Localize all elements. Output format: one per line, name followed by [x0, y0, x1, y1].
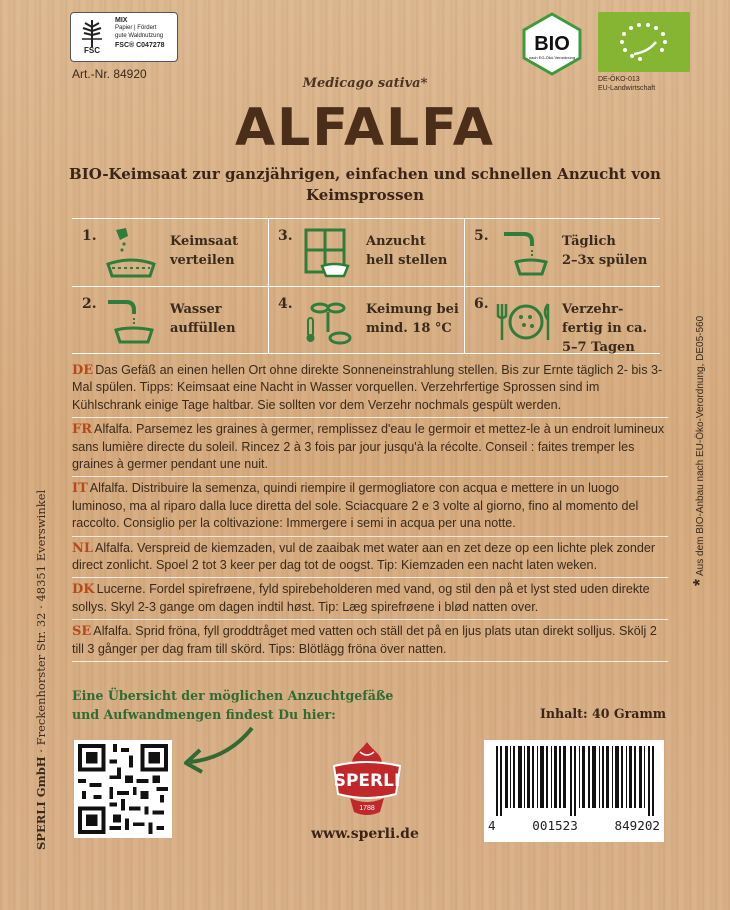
lang-dk	[72, 581, 668, 616]
footnote-star: *	[690, 578, 710, 586]
barcode-digit-left: 001523	[532, 818, 578, 833]
step-number: 5.	[474, 228, 489, 244]
barcode-digit-right: 849202	[614, 818, 660, 833]
qr-code[interactable]	[74, 740, 172, 838]
fsc-label: FSC	[84, 46, 100, 55]
sperli-logo	[322, 736, 412, 822]
instruction-steps	[72, 218, 660, 354]
step-text: Wasser auffüllen	[170, 302, 236, 336]
fsc-line2: gute Waldnutzung	[115, 32, 164, 39]
qr-hint-text: Eine Übersicht der möglichen Anzuchtgefäße und Aufwandmengen findest Du hier:	[72, 688, 394, 722]
bio-seal-label: BIO	[534, 33, 570, 55]
lang-divider	[72, 417, 668, 418]
fsc-text	[115, 17, 177, 50]
language-instructions	[72, 362, 668, 665]
step-4	[268, 286, 464, 354]
barcode-digits	[488, 818, 660, 833]
step-text: Täglich 2–3x spülen	[562, 234, 648, 268]
lang-code: FR	[72, 422, 93, 438]
sperli-year: 1788	[359, 805, 375, 812]
step-2	[72, 286, 268, 354]
step-6	[464, 286, 660, 354]
step-number: 6.	[474, 296, 489, 312]
lang-text: Alfalfa. Parsemez les graines à germer, remplissez d'eau le germoir et mettez-le à un endroit lumineux sans lumière directe du soleil. Rincez 2 à 3 fois par jour jusqu'à la récolte. Conseil : faites tremper les graines à germer pendant une nuit.	[72, 422, 665, 472]
bio-seal-icon	[520, 12, 584, 76]
step-3	[268, 218, 464, 286]
step-number: 3.	[278, 228, 293, 244]
footnote-text: Aus dem BIO-Anbau nach EU-Öko-Verordnung, DE05-560	[695, 315, 706, 576]
step-text: Keimsaat verteilen	[170, 234, 239, 268]
eu-organic-leaf-icon	[598, 12, 690, 72]
sender-company: SPERLI GmbH	[34, 756, 48, 850]
article-number: Art.-Nr. 84920	[72, 67, 147, 81]
sperli-wordmark: SPERLI	[333, 771, 401, 791]
barcode-digit-lead: 4	[488, 818, 496, 833]
rinse-tap-icon	[494, 224, 552, 282]
lang-divider	[72, 661, 668, 662]
lang-se	[72, 623, 668, 658]
arrow-icon	[178, 724, 258, 774]
package-content: Inhalt: 40 Gramm	[540, 706, 667, 721]
bio-seal-sub: nach EG-Öko-Verordnung	[528, 55, 576, 60]
sender-street: · Freckenhorster Str. 32 · 48351 Everswinkel	[34, 489, 48, 757]
fsc-label-box	[70, 12, 178, 62]
product-title: ALFALFA	[234, 98, 496, 158]
eu-code-line1: DE-ÖKO-013	[598, 76, 640, 83]
lang-it	[72, 480, 668, 532]
lang-nl	[72, 540, 668, 575]
website-link[interactable]: www.sperli.de	[311, 826, 419, 842]
lang-text: Alfalfa. Distribuire la semenza, quindi riempire il germogliatore con acqua e mettere in un luogo luminoso, ma al riparo dalla luce diretta del sole. Sciacquare 2 e 3 volte al giorno, fino al momento del raccolto. Consiglio per la coltivazione: Immergere i semi in acqua per una notte.	[72, 481, 639, 531]
latin-name: Medicago sativa*	[302, 76, 428, 91]
fsc-line1: Papier | Fördert	[115, 25, 157, 32]
lang-text: Alfalfa. Verspreid de kiemzaden, vul de zaaibak met water aan en zet deze op een lichte plek zonder direct zonlicht. Spoel 2 tot 3 keer per dag tot de oogst. Tip: Kiemzaden een nacht laten weken.	[72, 540, 656, 573]
step-number: 1.	[82, 228, 97, 244]
lang-code: DK	[72, 582, 95, 598]
barcode	[484, 740, 664, 842]
fsc-mix: MIX	[115, 17, 128, 24]
step-number: 2.	[82, 296, 97, 312]
sprout-thermometer-icon	[298, 292, 356, 350]
lang-divider	[72, 577, 668, 578]
step-text: Verzehr- fertig in ca. 5–7 Tagen	[562, 302, 648, 355]
lang-divider	[72, 476, 668, 477]
lang-code: IT	[72, 481, 88, 497]
lang-de	[72, 362, 668, 414]
lang-text: Das Gefäß an einen hellen Ort ohne direkte Sonneneinstrahlung stellen. Bis zur Ernte täglich 2- bis 3-Mal spülen. Tipps: Keimsaat eine Nacht in Wasser vorquellen. Verzehrfertige Sprossen sind im Kühlschrank einige Tage haltbar. Sie sollten vor dem Verzehr nochmals gespült werden.	[72, 363, 663, 412]
step-1	[72, 218, 268, 286]
window-bowl-icon	[298, 224, 356, 282]
lang-text: Alfalfa. Sprid fröna, fyll groddtråget med vatten och ställ det på en ljus plats utan direkt solljus. Skölj 2 till 3 gånger per dag fram till skörd. Tips: Blötlägg fröna över natten.	[72, 624, 657, 656]
step-number: 4.	[278, 296, 293, 312]
water-tap-icon	[102, 292, 160, 350]
plate-cutlery-icon	[494, 292, 552, 350]
fsc-code: FSC® C047278	[115, 41, 165, 49]
step-text: Keimung bei mind. 18 °C	[366, 302, 459, 336]
seeds-pour-icon	[102, 224, 160, 282]
step-5	[464, 218, 660, 286]
lang-text: Lucerne. Fordel spirefrøene, fyld spirebeholderen med vand, og stil den på et lyst sted uden direkte sollys. Skyl 2-3 gange om dagen indtil høst. Tip: Læg spirefrøene i blød natten over.	[72, 582, 650, 614]
lang-code: DE	[72, 363, 94, 378]
lang-code: NL	[72, 540, 94, 556]
sender-address	[34, 490, 48, 850]
step-text: Anzucht hell stellen	[366, 234, 448, 268]
eu-code-line2: EU-Landwirtschaft	[598, 84, 656, 92]
lang-divider	[72, 619, 668, 620]
lang-divider	[72, 536, 668, 537]
organic-footnote	[690, 316, 711, 586]
product-subtitle: BIO-Keimsaat zur ganzjährigen, einfachen und schnellen Anzucht von Keimsprossen	[69, 165, 661, 204]
barcode-bars	[496, 746, 654, 816]
lang-code: SE	[72, 624, 92, 640]
lang-fr	[72, 421, 668, 473]
